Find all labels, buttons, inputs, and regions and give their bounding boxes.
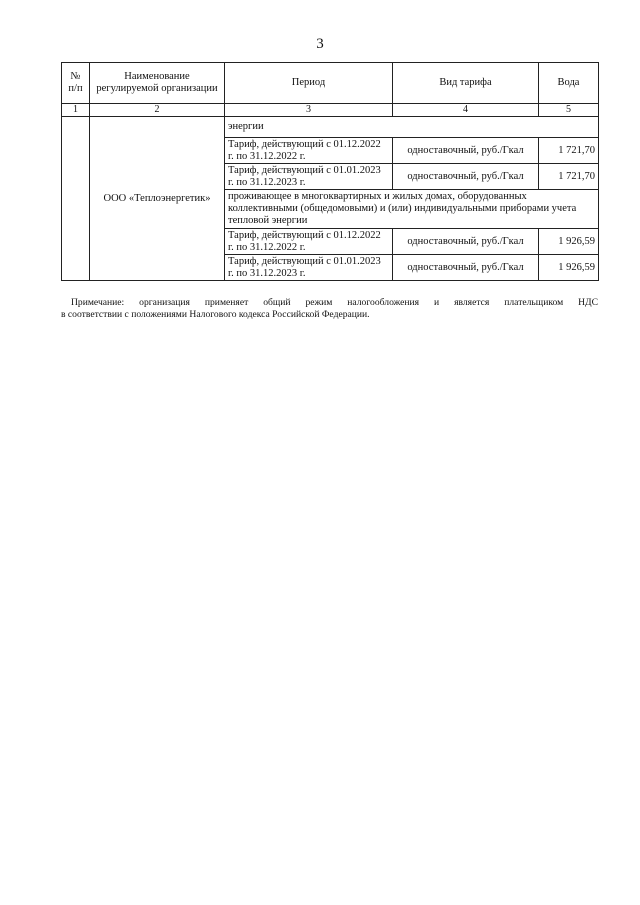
header-water: Вода <box>539 63 599 104</box>
period-cell: Тариф, действующий с 01.01.2023 г. по 31.12.2023 г. <box>225 255 393 281</box>
value-cell: 1 721,70 <box>539 164 599 190</box>
footnote-line-1: Примечание: организация применяет общий режим налогообложения и является плательщиком НДС <box>71 297 598 308</box>
tariff-type-cell: одноставочный, руб./Гкал <box>393 164 539 190</box>
table-header-row <box>62 63 599 104</box>
row-number-cell <box>62 117 90 281</box>
col-number: 1 <box>62 104 90 117</box>
tariff-type-cell: одноставочный, руб./Гкал <box>393 138 539 164</box>
period-cell: Тариф, действующий с 01.12.2022 г. по 31.12.2022 г. <box>225 229 393 255</box>
column-number-row <box>62 104 599 117</box>
col-number: 2 <box>90 104 225 117</box>
header-period: Период <box>225 63 393 104</box>
group-heading: энергии <box>225 117 599 138</box>
header-tariff-type: Вид тарифа <box>393 63 539 104</box>
period-cell: Тариф, действующий с 01.01.2023 г. по 31.12.2023 г. <box>225 164 393 190</box>
value-cell: 1 721,70 <box>539 138 599 164</box>
page-number: 3 <box>316 36 324 52</box>
col-number: 4 <box>393 104 539 117</box>
period-cell: Тариф, действующий с 01.12.2022 г. по 31.12.2022 г. <box>225 138 393 164</box>
col-number: 3 <box>225 104 393 117</box>
tariff-type-cell: одноставочный, руб./Гкал <box>393 229 539 255</box>
table-row <box>62 117 599 138</box>
org-name-cell: ООО «Теплоэнергетик» <box>90 117 225 281</box>
header-num: № п/п <box>62 63 90 104</box>
group-heading: проживающее в многоквартирных и жилых домах, оборудованных коллективными (общедомовыми) и (или) индивидуальными приборами учета тепловой энергии <box>225 190 599 229</box>
value-cell: 1 926,59 <box>539 255 599 281</box>
footnote-line-2: в соответствии с положениями Налогового кодекса Российской Федерации. <box>61 309 370 320</box>
header-org: Наименование регулируемой организации <box>90 63 225 104</box>
tariff-table <box>61 62 599 281</box>
value-cell: 1 926,59 <box>539 229 599 255</box>
footnote <box>61 297 598 321</box>
tariff-type-cell: одноставочный, руб./Гкал <box>393 255 539 281</box>
col-number: 5 <box>539 104 599 117</box>
